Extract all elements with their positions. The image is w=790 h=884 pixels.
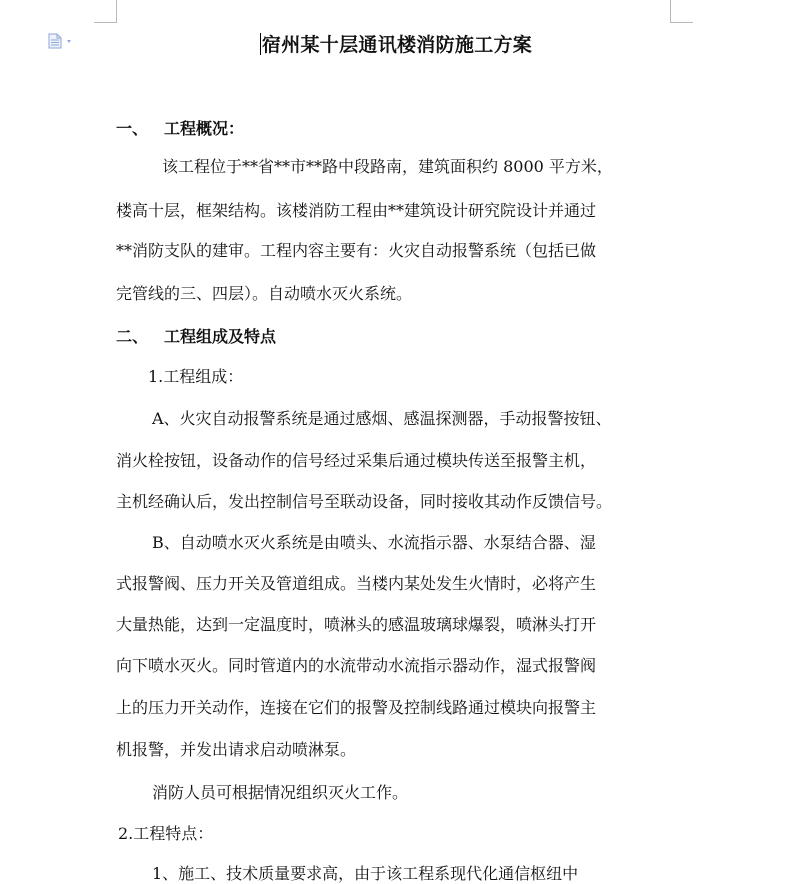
paragraph-line: 上的压力开关动作，连接在它们的报警及控制线路通过模块向报警主: [116, 698, 597, 717]
document-page[interactable]: [116, 0, 676, 883]
paragraph-line: 楼高十层，框架结构。该楼消防工程由**建筑设计研究院设计并通过: [116, 201, 597, 220]
paragraph-line: 主机经确认后，发出控制信号至联动设备，同时接收其动作反馈信号。: [116, 492, 613, 511]
paragraph-line: 消火栓按钮，设备动作的信号经过采集后通过模块传送至报警主机，: [116, 451, 597, 470]
document-title: 宿州某十层通讯楼消防施工方案: [261, 34, 533, 56]
page-corner-marker-top-left: [94, 0, 117, 23]
document-icon[interactable]: [48, 33, 76, 49]
paragraph-line: 大量热能，达到一定温度时，喷淋头的感温玻璃球爆裂，喷淋头打开: [116, 615, 597, 634]
paragraph-line: B、自动喷水灭火系统是由喷头、水流指示器、水泵结合器、湿: [152, 533, 596, 552]
paragraph-line: 完管线的三、四层）。自动喷水灭火系统。: [116, 284, 413, 303]
paragraph-line: A、火灾自动报警系统是通过感烟、感温探测器，手动报警按钮、: [152, 409, 612, 428]
paragraph-line-cutoff: 1、施工、技术质量要求高，由于该工程系现代化通信枢纽中: [152, 864, 579, 883]
chevron-down-icon: [67, 40, 71, 43]
text-cursor: [260, 33, 261, 55]
subheading-features: 2.工程特点：: [118, 824, 214, 843]
paragraph-line: **消防支队的建审。工程内容主要有：火灾自动报警系统（包括已做: [116, 241, 597, 260]
paragraph-line: 向下喷水灭火。同时管道内的水流带动水流指示器动作，湿式报警阀: [116, 656, 597, 675]
subheading-composition: 1.工程组成：: [148, 367, 244, 386]
paragraph-line: 机报警，并发出请求启动喷淋泵。: [116, 740, 357, 759]
section-heading-overview: 一、 工程概况：: [116, 119, 245, 138]
paragraph-line: 该工程位于**省**市**路中段路南，建筑面积约 8000 平方米，: [162, 157, 613, 176]
paragraph-line: 消防人员可根据情况组织灭火工作。: [152, 783, 409, 802]
paragraph-line: 式报警阀、压力开关及管道组成。当楼内某处发生火情时，必将产生: [116, 574, 597, 593]
section-heading-composition: 二、 工程组成及特点: [116, 327, 277, 346]
